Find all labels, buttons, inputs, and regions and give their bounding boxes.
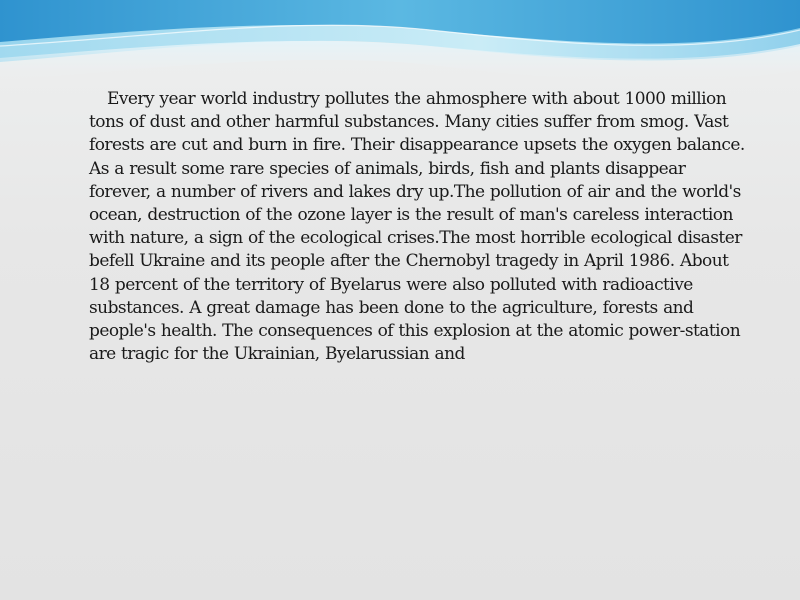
body-paragraph: Every year world industry pollutes the ahmosphere with about 1000 million tons of dust and other harmful substances. Many cities suffer from smog. Vast forests are cut and burn in fire. Their disappearance upsets the oxygen balance. As a result some rare species of animals, birds, fish and plants disappear forever, a number of rivers and lakes dry up.The pollution of air and the world's ocean, destruction of the ozone layer is the result of man's careless interaction with nature, a sign of the ecological crises.The most horrible ecological disaster befell Ukraine and its people after the Chernobyl tragedy in April 1986. About 18 percent of the territory of Byelarus were also polluted with radioactive substances. A great damage has been done to the agriculture, forests and people's health. The consequences of this explosion at the atomic power-station are tragic for the Ukrainian, Byelarussian and [89, 89, 745, 365]
wave-decoration [0, 0, 800, 90]
